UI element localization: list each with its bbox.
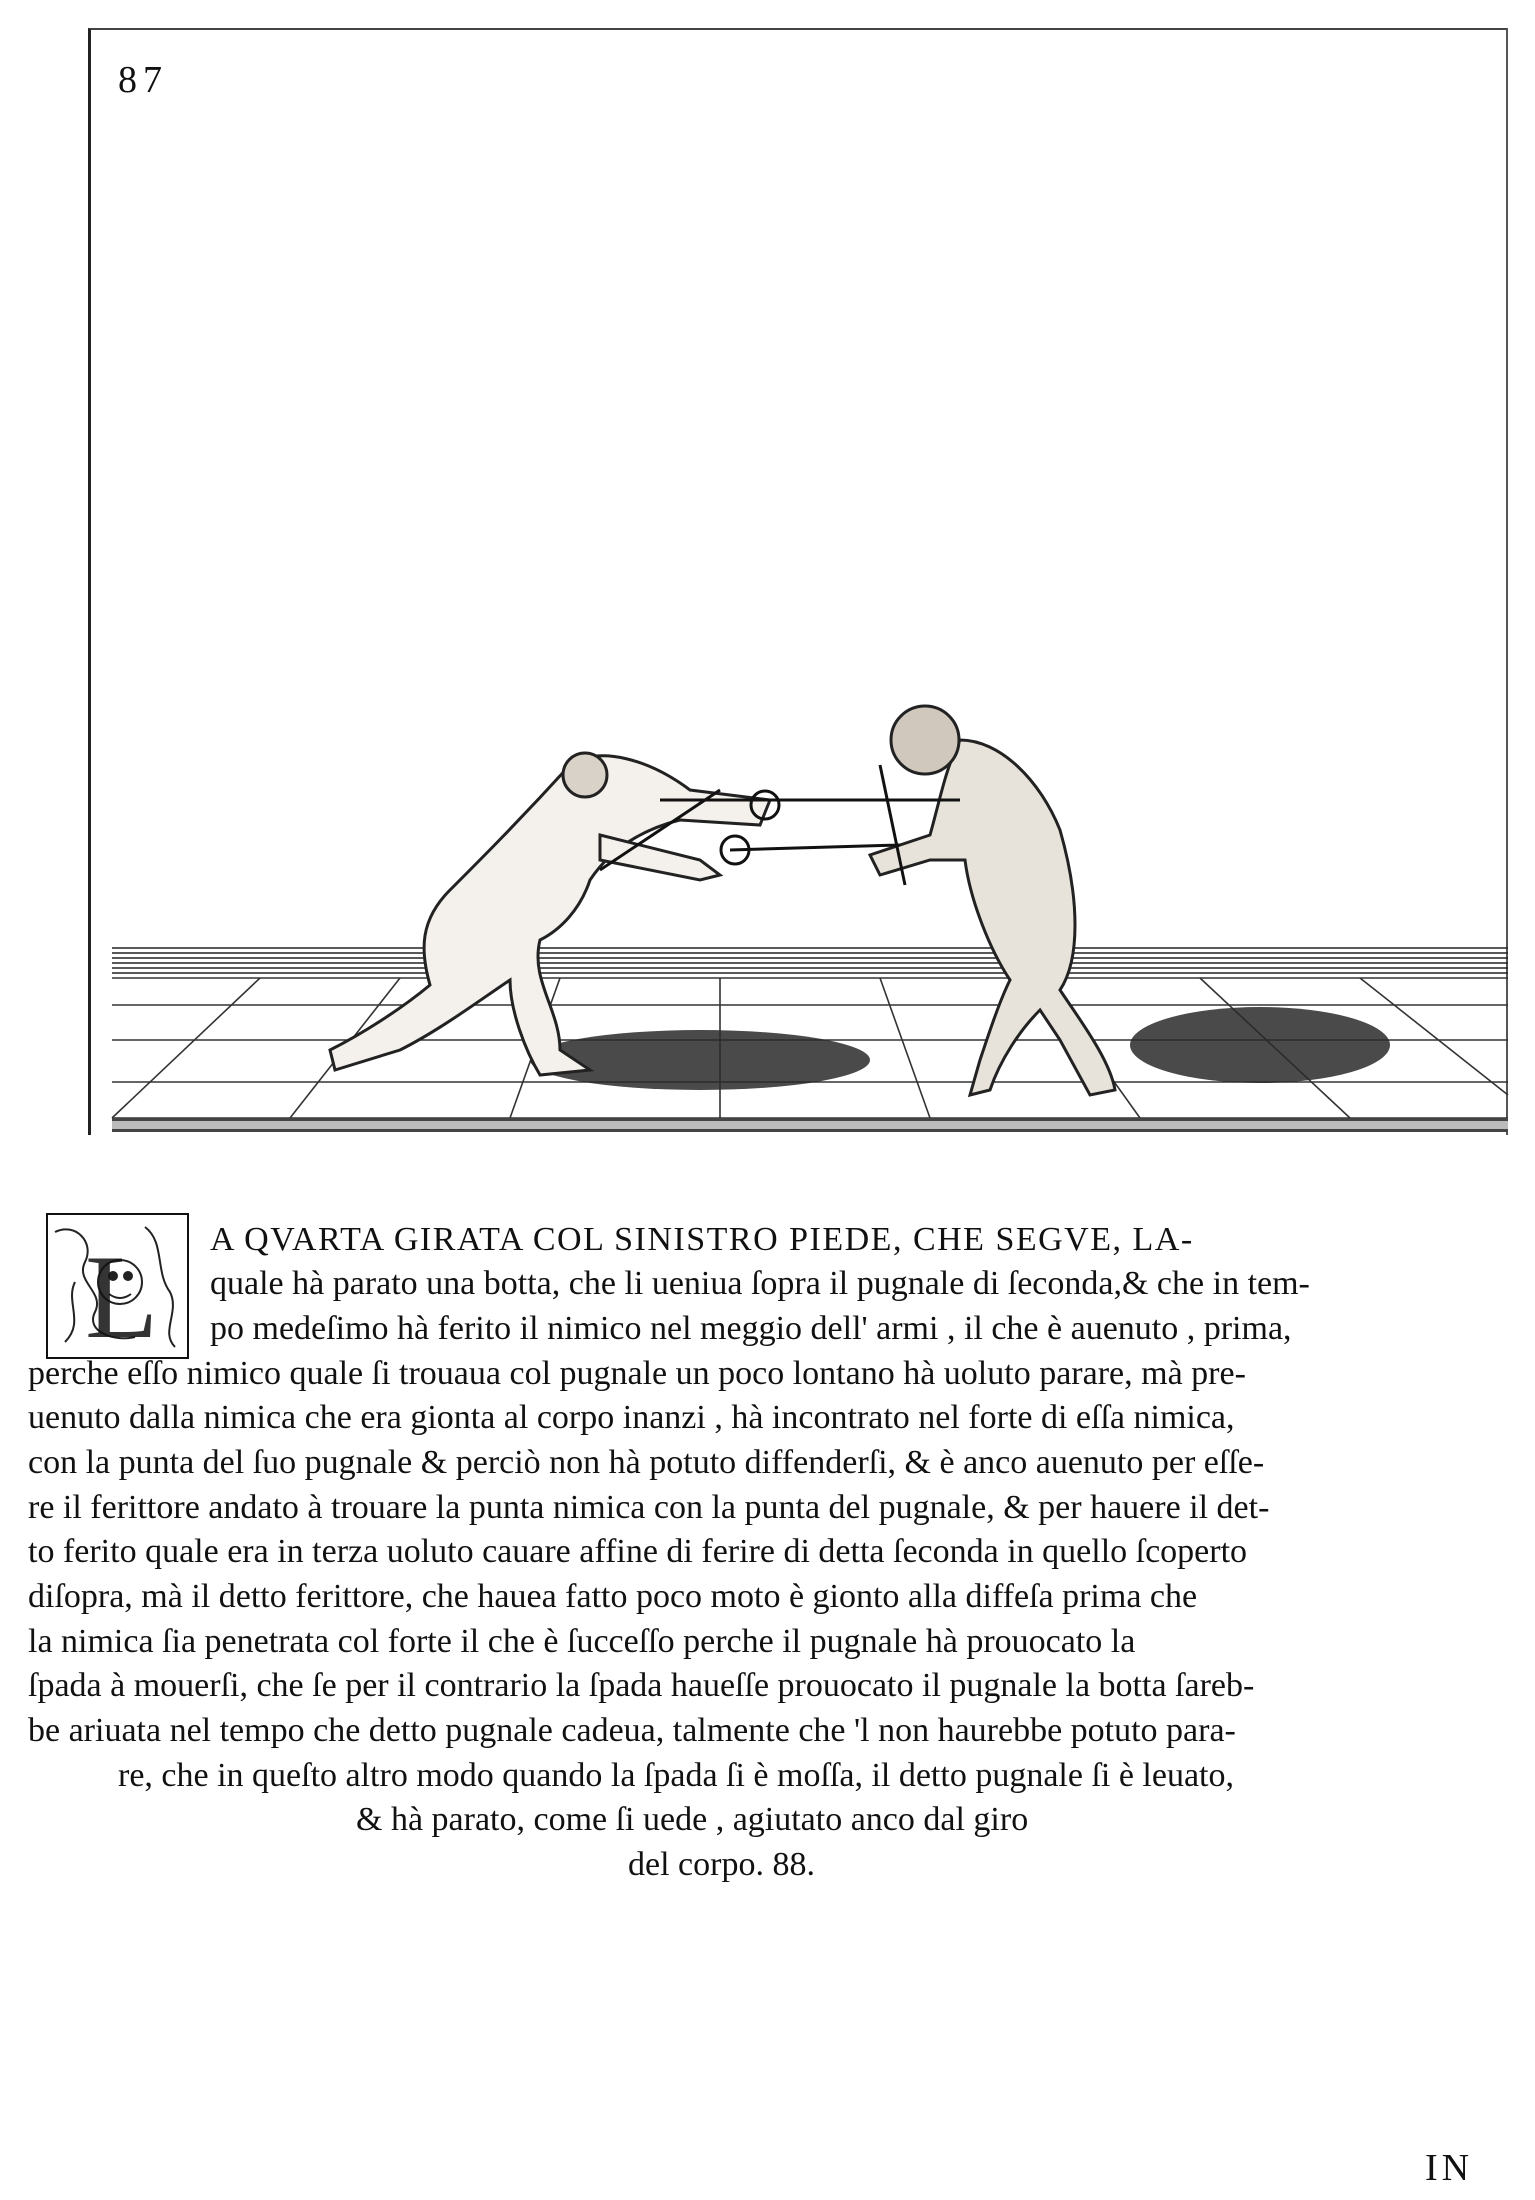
catchword: IN (1425, 2147, 1474, 2189)
right-fencer-shadow (1130, 1007, 1390, 1083)
plate-bottom-border (112, 1118, 1508, 1132)
text-line-2: quale hà parato una botta, che li ueniua ſopra il pugnale di ſeconda,& che in tem- (210, 1265, 1310, 1302)
text-line-6: con la punta del ſuo pugnale & perciò non hà potuto diffenderſi, & è anco auenuto per eſſe- (28, 1444, 1265, 1481)
text-line-9: diſopra, mà il detto ferittore, che hauea fatto poco moto è gionto alla diffeſa prima che (28, 1578, 1198, 1615)
horizon-hatching (112, 948, 1508, 973)
text-line-1: A QVARTA GIRATA COL SINISTRO PIEDE, CHE SEGVE, LA- (210, 1221, 1194, 1258)
right-fencer (870, 706, 1115, 1095)
text-line-12: be ariuata nel tempo che detto pugnale cadeua, talmente che 'l non haurebbe potuto para- (28, 1712, 1236, 1749)
initial-letter: L (85, 1230, 159, 1360)
text-line-10: la nimica ſia penetrata col forte il che è ſucceſſo perche il pugnale hà prouocato la (28, 1623, 1136, 1660)
plate-number: 87 (118, 59, 168, 101)
text-line-14: & hà parato, come ſi uede , agiutato anco dal giro (356, 1801, 1029, 1838)
text-line-3: po medeſimo hà ferito il nimico nel meggio dell' armi , il che è auenuto , prima, (210, 1310, 1292, 1347)
text-line-7: re il ferittore andato à trouare la punta nimica con la punta del pugnale, & per hauere il det- (28, 1489, 1270, 1526)
left-fencer-shadow (530, 1030, 870, 1090)
text-line-15: del corpo. 88. (628, 1846, 815, 1883)
text-line-4: perche eſſo nimico quale ſi trouaua col pugnale un poco lontano hà uoluto parare, mà pre- (28, 1355, 1246, 1392)
text-line-8: to ferito quale era in terza uoluto cauare affine di ferire di detta ſeconda in quello ſcoperto (28, 1533, 1248, 1570)
text-line-13: re, che in queſto altro modo quando la ſpada ſi è moſſa, il detto pugnale ſi è leuato, (118, 1757, 1235, 1794)
decorated-initial (45, 1212, 190, 1360)
text-line-5: uenuto dalla nimica che era gionta al corpo inanzi , hà incontrato nel forte di eſſa nimica, (28, 1399, 1235, 1436)
text-line-11: ſpada à mouerſi, che ſe per il contrario la ſpada haueſſe prouocato il pugnale la botta ſareb- (28, 1667, 1255, 1704)
